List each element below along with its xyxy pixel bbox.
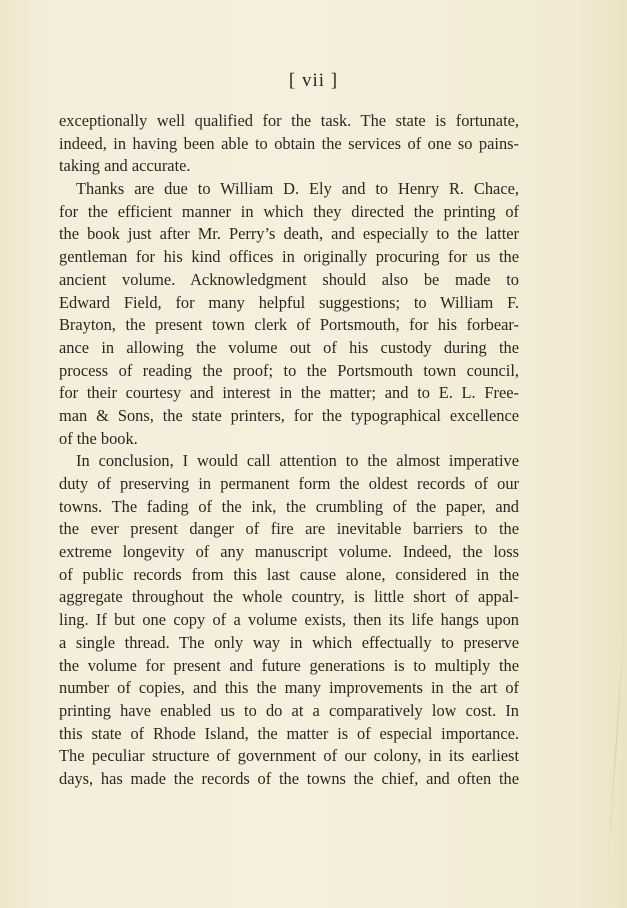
text-line: for the efficient manner in which they directed the printing of bbox=[59, 201, 519, 221]
text-line: indeed, in having been able to obtain the services of one so pains- bbox=[59, 133, 519, 153]
body-text bbox=[59, 110, 519, 791]
text-line: aggregate throughout the whole country, is little short of appal- bbox=[59, 587, 519, 607]
text-line: ance in allowing the volume out of his custody during the bbox=[59, 337, 519, 357]
text-line: days, has made the records of the towns the chief, and often the bbox=[59, 768, 519, 788]
text-line: the ever present danger of fire are inevitable barriers to the bbox=[59, 519, 519, 539]
text-line: duty of preserving in permanent form the oldest records of our bbox=[59, 474, 519, 493]
text-line: man & Sons, the state printers, for the typographical excellence bbox=[59, 405, 519, 425]
text-line: gentleman for his kind offices in originally procuring for us the bbox=[59, 247, 519, 267]
text-line: taking and accurate. bbox=[59, 156, 191, 176]
text-line: ancient volume. Acknowledgment should also be made to bbox=[59, 269, 519, 289]
text-line: Brayton, the present town clerk of Portsmouth, for his forbear- bbox=[59, 315, 519, 335]
text-line: of public records from this last cause alone, considered in the bbox=[59, 564, 519, 584]
text-line: The peculiar structure of government of our colony, in its earliest bbox=[59, 746, 519, 766]
text-line: the book just after Mr. Perry’s death, and especially to the latter bbox=[59, 224, 519, 244]
text-line: process of reading the proof; to the Portsmouth town council, bbox=[59, 360, 519, 380]
page-number: [ vii ] bbox=[288, 70, 339, 91]
text-line: ling. If but one copy of a volume exists, then its life hangs upon bbox=[59, 610, 519, 630]
paragraph-start-line: In conclusion, I would call attention to the almost imperative bbox=[76, 451, 519, 471]
text-line: exceptionally well qualified for the task. The state is fortunate, bbox=[59, 111, 519, 130]
paragraph-start-line: Thanks are due to William D. Ely and to Henry R. Chace, bbox=[76, 179, 519, 199]
text-line: of the book. bbox=[59, 428, 138, 448]
text-line: a single thread. The only way in which effectually to preserve bbox=[59, 632, 519, 652]
text-line: this state of Rhode Island, the matter is of especial importance. bbox=[59, 723, 519, 743]
text-line: Edward Field, for many helpful suggestions; to William F. bbox=[59, 292, 519, 312]
text-line: extreme longevity of any manuscript volume. Indeed, the loss bbox=[59, 542, 519, 562]
text-line: number of copies, and this the many improvements in the art of bbox=[59, 678, 519, 698]
paper-crease bbox=[607, 610, 626, 869]
text-line: the volume for present and future generations is to multiply the bbox=[59, 655, 519, 675]
text-line: for their courtesy and interest in the matter; and to E. L. Free- bbox=[59, 383, 519, 403]
text-line: towns. The fading of the ink, the crumbling of the paper, and bbox=[59, 496, 519, 516]
text-line: printing have enabled us to do at a comparatively low cost. In bbox=[59, 700, 519, 720]
